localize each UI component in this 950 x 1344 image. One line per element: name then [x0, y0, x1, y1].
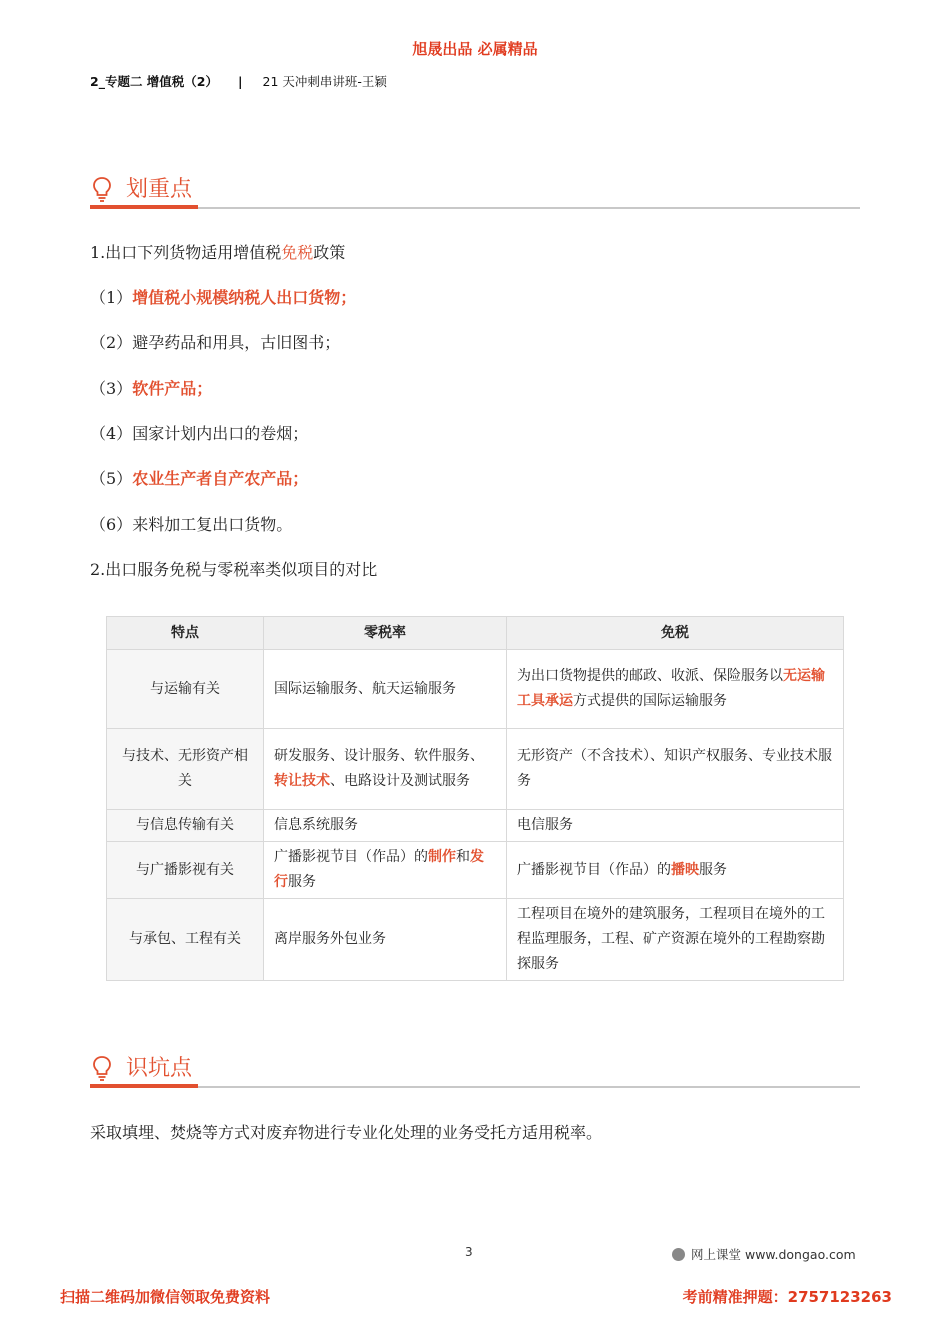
table-row: [107, 810, 844, 842]
section-divider: [90, 207, 860, 209]
footer-promo-left: 扫描二维码加微信领取免费资料: [60, 1288, 271, 1306]
list-item: （2）避孕药品和用具，古旧图书；: [90, 333, 341, 352]
table-header-row: [107, 617, 844, 650]
cell-exempt: 电信服务: [507, 810, 844, 842]
list-item: （3）软件产品；: [90, 379, 213, 398]
cell-zero-rate: 国际运输服务、航天运输服务: [264, 650, 507, 729]
header-separator: |: [237, 74, 243, 89]
list-item: （5）农业生产者自产农产品；: [90, 469, 309, 488]
section-heading-pitfalls: [90, 1051, 860, 1091]
comparison-table: [106, 616, 844, 981]
cell-exempt: 广播影视节目（作品）的播映服务: [507, 842, 844, 899]
lightbulb-icon: [92, 1055, 112, 1081]
cell-feature: 与运输有关: [107, 650, 264, 729]
p1-highlight: 免税: [281, 243, 314, 262]
brand-logo-icon: [672, 1248, 685, 1261]
section-title: 划重点: [126, 177, 193, 202]
cell-exempt: 无形资产（不含技术）、知识产权服务、专业技术服务: [507, 729, 844, 810]
brand-footer: [672, 1245, 856, 1263]
cell-zero-rate: 离岸服务外包业务: [264, 899, 507, 981]
section-divider: [90, 1086, 860, 1088]
section-heading-key-points: [90, 172, 860, 212]
p1-suffix: 政策: [313, 243, 346, 262]
footer-promo-right: 考前精准押题：2757123263: [682, 1288, 892, 1306]
cell-feature: 与信息传输有关: [107, 810, 264, 842]
p1-prefix: 1.出口下列货物适用增值税: [90, 243, 282, 262]
cell-exempt: 工程项目在境外的建筑服务，工程项目在境外的工程监理服务，工程、矿产资源在境外的工程勘察勘探服务: [507, 899, 844, 981]
list-item: （4）国家计划内出口的卷烟；: [90, 424, 309, 443]
paragraph-pitfall: 采取填埋、焚烧等方式对废弃物进行专业化处理的业务受托方适用税率。: [90, 1123, 603, 1142]
list-item: （6）来料加工复出口货物。: [90, 515, 293, 534]
top-banner: 旭晟出品 必属精品: [412, 40, 538, 58]
cell-feature: 与广播影视有关: [107, 842, 264, 899]
cell-zero-rate: 广播影视节目（作品）的制作和发行服务: [264, 842, 507, 899]
section-title: 识坑点: [126, 1056, 193, 1081]
cell-feature: 与承包、工程有关: [107, 899, 264, 981]
section-divider-accent: [90, 1084, 198, 1088]
table-row: [107, 650, 844, 729]
page-number: 3: [465, 1245, 473, 1259]
header-feature: 特点: [107, 617, 264, 650]
cell-zero-rate: 研发服务、设计服务、软件服务、转让技术、电路设计及测试服务: [264, 729, 507, 810]
chapter-title: 2_专题二 增值税（2）: [90, 74, 218, 89]
cell-exempt: 为出口货物提供的邮政、收派、保险服务以无运输工具承运方式提供的国际运输服务: [507, 650, 844, 729]
list-item: （1）增值税小规模纳税人出口货物；: [90, 288, 357, 307]
header-exempt: 免税: [507, 617, 844, 650]
course-name: 21 天冲刺串讲班-王颖: [262, 74, 387, 89]
paragraph-comparison: 2.出口服务免税与零税率类似项目的对比: [90, 560, 378, 579]
header-zero-rate: 零税率: [264, 617, 507, 650]
lightbulb-icon: [92, 176, 112, 202]
brand-text: 网上课堂 www.dongao.com: [691, 1247, 856, 1262]
course-header: [90, 72, 387, 90]
cell-feature: 与技术、无形资产相关: [107, 729, 264, 810]
cell-zero-rate: 信息系统服务: [264, 810, 507, 842]
paragraph-export-goods: [90, 240, 345, 263]
section-divider-accent: [90, 205, 198, 209]
table-row: [107, 729, 844, 810]
table-row: [107, 899, 844, 981]
table-row: [107, 842, 844, 899]
